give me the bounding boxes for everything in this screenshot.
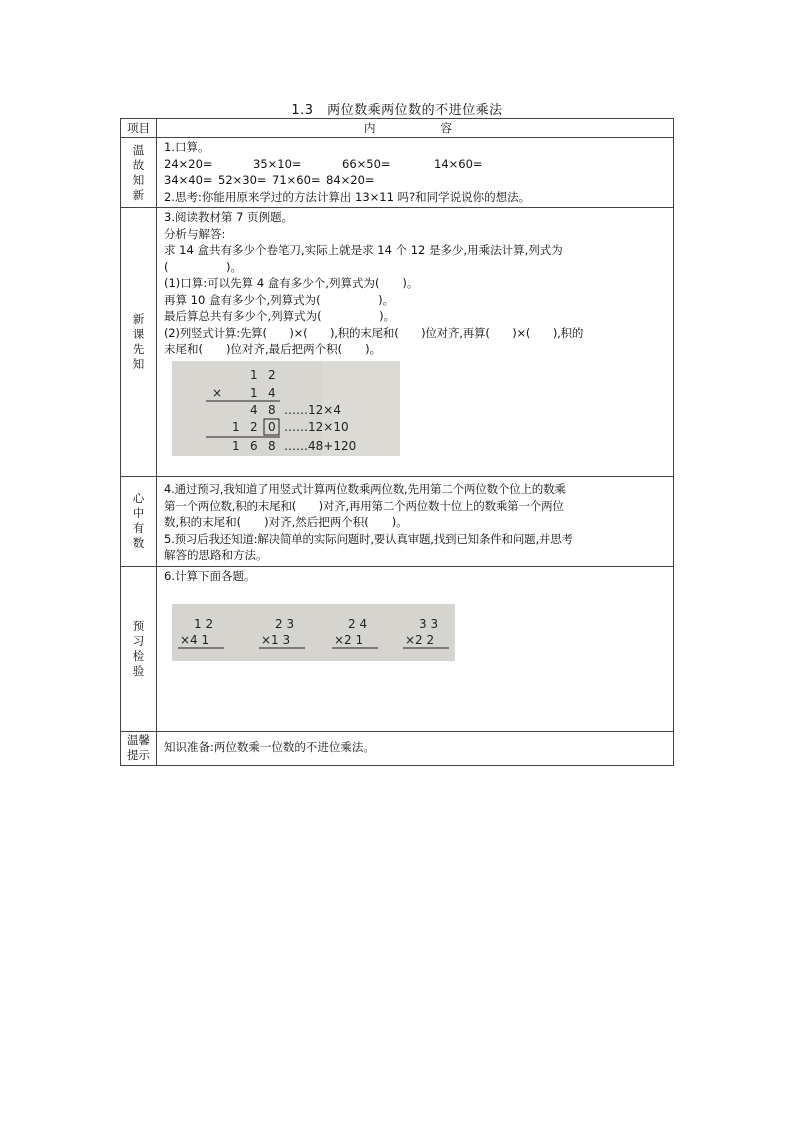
exercise-photo [172, 604, 455, 661]
step-3: 最后算总共有多少个,列算式为( )。 [164, 309, 396, 323]
header-item: 项目 [121, 119, 157, 138]
digit: 4 [250, 402, 258, 417]
new-lesson-content [157, 208, 674, 477]
problem-bottom: ×4 1 [180, 633, 210, 647]
times-sign: × [212, 385, 223, 400]
problem-top: 2 4 [348, 617, 368, 631]
answer-blank: ( )。 [164, 259, 242, 274]
problem-bottom: ×2 1 [334, 633, 364, 647]
note: ……12×10 [284, 419, 349, 434]
question-2: 2.思考:你能用原来学过的方法计算出 13×11 吗?和同学说说你的想法。 [164, 189, 531, 204]
tip-text: 知识准备:两位数乘一位数的不进位乘法。 [164, 740, 375, 755]
preview-content [157, 566, 674, 731]
header-row [121, 119, 674, 138]
problem-bottom: ×2 2 [405, 633, 435, 647]
problem-top: 1 2 [194, 617, 214, 631]
exercise-problems [172, 604, 455, 661]
heart-content [157, 477, 674, 567]
step-4-line-1: (2)列竖式计算:先算( )×( ),积的末尾和( )位对齐,再算( )×( ),积的 [164, 325, 584, 340]
note: ……12×4 [284, 402, 341, 417]
header-content: 内 容 [157, 119, 674, 138]
analysis-heading: 分析与解答: [164, 226, 226, 241]
new-lesson-row [121, 208, 674, 477]
question-6: 6.计算下面各题。 [164, 568, 256, 583]
digit: 4 [268, 385, 276, 400]
problem-top: 3 3 [419, 617, 439, 631]
tip-content [157, 731, 674, 765]
step-4-line-2: 末尾和( )位对齐,最后把两个积( )。 [164, 342, 382, 356]
vertical-multiplication [172, 361, 400, 456]
digit: 2 [250, 419, 258, 434]
mental-calc-row-2: 34×40= 52×30= 71×60= 84×20= [164, 173, 375, 187]
tip-label: 温馨 提示 [121, 731, 157, 765]
heart-label: 心 中 有 数 [121, 477, 157, 567]
problem-bottom: ×1 3 [261, 633, 291, 647]
note: ……48+120 [284, 438, 357, 453]
digit: 8 [268, 438, 276, 453]
question-5-line-2: 解答的思路和方法。 [164, 548, 268, 562]
question-4-line-3: 数,积的末尾和( )对齐,然后把两个积( )。 [164, 515, 408, 529]
question-1: 1.口算。 [164, 140, 210, 154]
step-2: 再算 10 盒有多少个,列算式为( )。 [164, 292, 395, 307]
digit: 1 [250, 367, 258, 382]
digit: 1 [250, 385, 258, 400]
question-3: 3.阅读教材第 7 页例题。 [164, 210, 294, 224]
preview-label: 预 习 检 验 [121, 566, 157, 731]
digit: 2 [268, 367, 276, 382]
review-content [157, 138, 674, 208]
digit: 0 [268, 419, 276, 434]
mental-calc-row-1: 24×20= 35×10= 66×50= 14×60= [164, 156, 483, 171]
digit: 1 [232, 438, 240, 453]
heart-row [121, 477, 674, 567]
problem-top: 2 3 [275, 617, 295, 631]
digit: 6 [250, 438, 258, 453]
preview-row [121, 566, 674, 731]
question-5-line-1: 5.预习后我还知道:解决简单的实际问题时,要认真审题,找到已知条件和问题,并思考 [164, 531, 573, 546]
problem-statement: 求 14 盒共有多少个卷笔刀,实际上就是求 14 个 12 是多少,用乘法计算,列式为 [164, 243, 563, 257]
step-1: (1)口算:可以先算 4 盒有多少个,列算式为( )。 [164, 276, 419, 290]
lesson-table [120, 118, 674, 766]
new-lesson-label: 新 课 先 知 [121, 208, 157, 477]
tip-row [121, 731, 674, 765]
digit: 8 [268, 402, 276, 417]
vertical-multiplication-photo [172, 361, 400, 456]
question-4-line-2: 第一个两位数,积的末尾和( )对齐,再用第二个两位数十位上的数乘第一个两位 [164, 498, 564, 513]
review-label: 温 故 知 新 [121, 138, 157, 208]
digit: 1 [232, 419, 240, 434]
review-row [121, 138, 674, 208]
page-title: 1.3 两位数乘两位数的不进位乘法 [291, 103, 503, 118]
question-4-line-1: 4.通过预习,我知道了用竖式计算两位数乘两位数,先用第二个两位数个位上的数乘 [164, 482, 566, 496]
